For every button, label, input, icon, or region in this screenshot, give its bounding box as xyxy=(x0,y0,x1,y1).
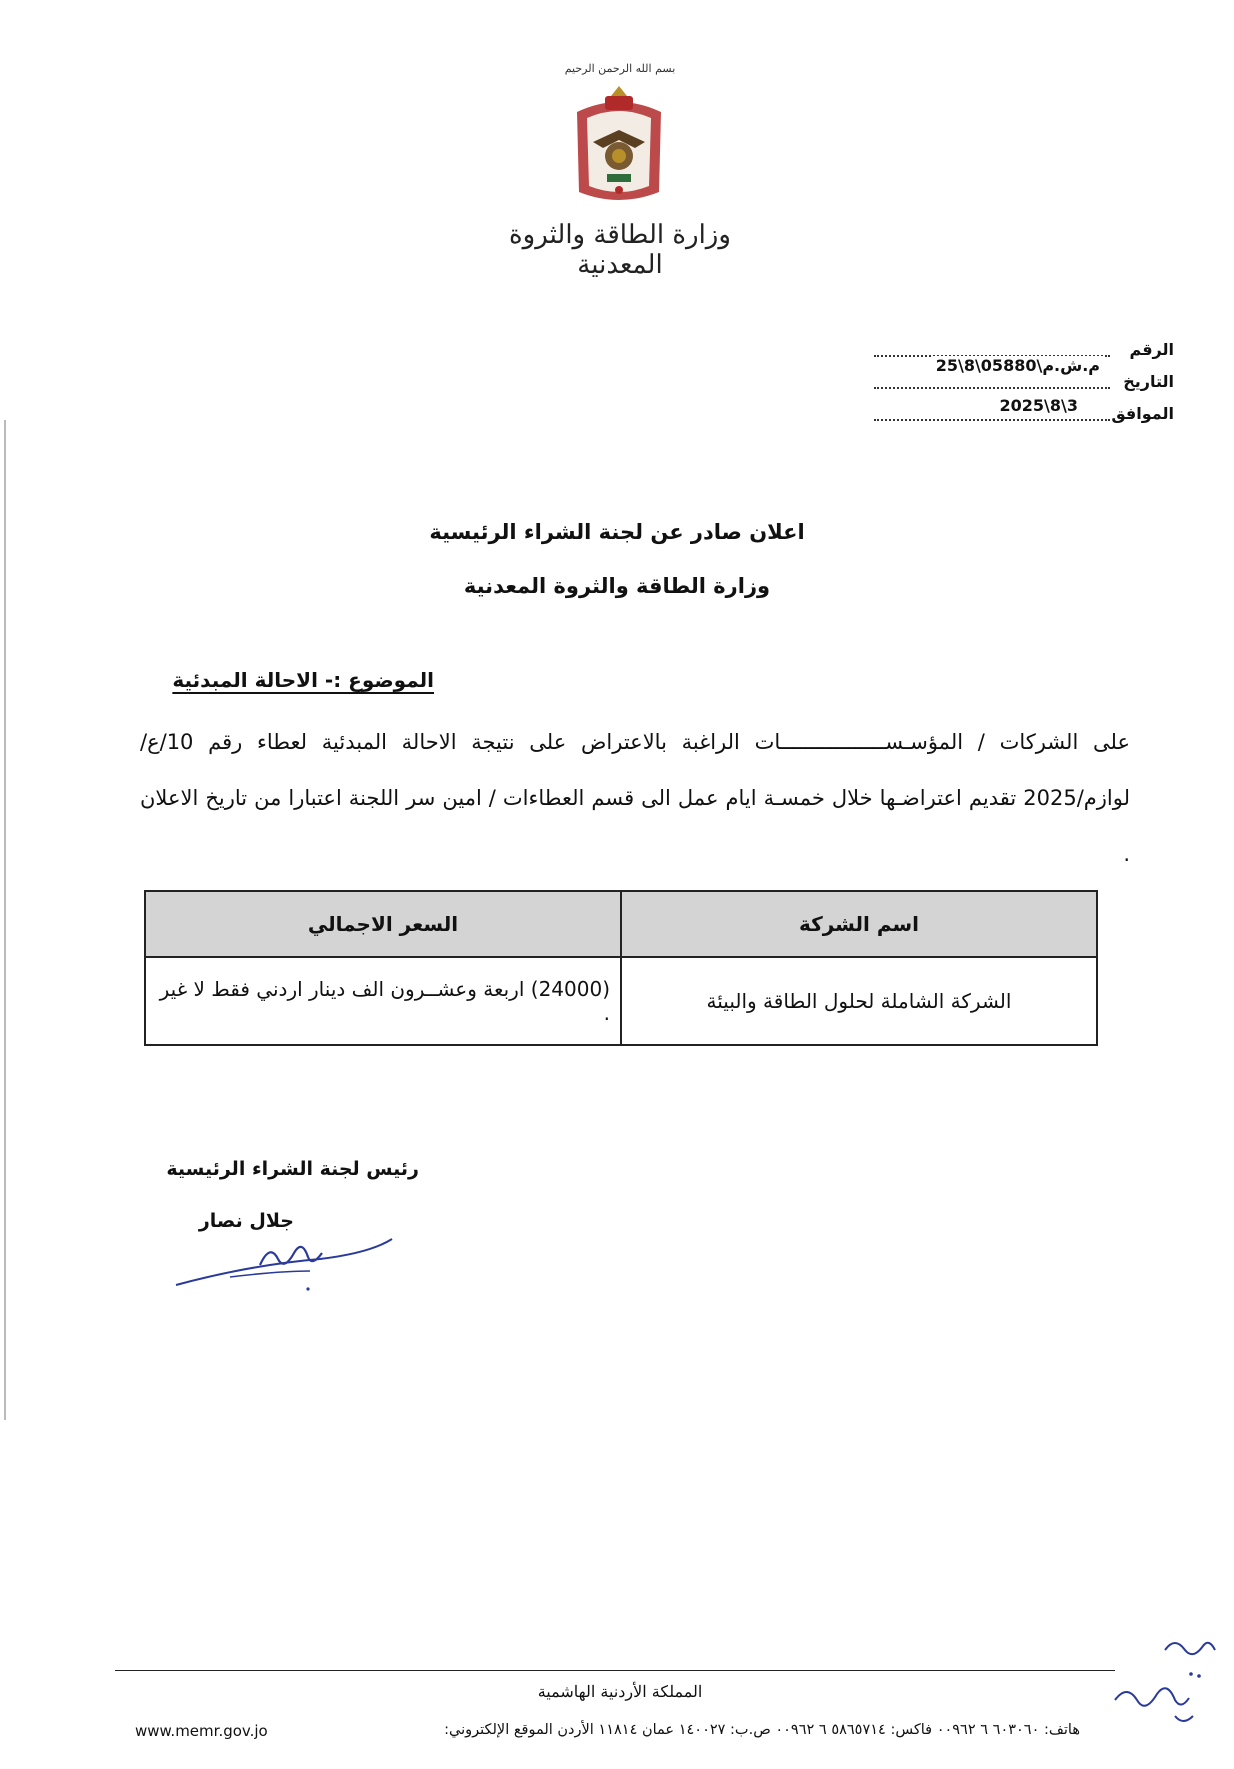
announcement-subtitle: وزارة الطاقة والثروة المعدنية xyxy=(463,574,771,598)
announcement-title: اعلان صادر عن لجنة الشراء الرئيسية xyxy=(429,520,805,544)
subject-line: الموضوع :- الاحالة المبدئية xyxy=(172,668,434,692)
reference-corresponding-value: 2025\8\3 xyxy=(996,396,1082,415)
scan-edge-line xyxy=(4,420,6,1420)
signer-name: جلال نصار xyxy=(198,1210,294,1232)
reference-corresponding-row xyxy=(874,396,1174,434)
reference-number-label: الرقم xyxy=(1129,340,1174,359)
handwritten-note-icon xyxy=(1075,1630,1234,1740)
column-header-price: السعر الاجمالي xyxy=(145,891,621,957)
footer-divider xyxy=(115,1670,1115,1671)
reference-number-value: م.ش.م\05880\8\25 xyxy=(932,356,1104,375)
award-table xyxy=(144,890,1098,1046)
website-link[interactable]: www.memr.gov.jo xyxy=(135,1722,268,1740)
total-price-cell: (24000) اربعة وعشــرون الف دينار اردني فقط لا غير . xyxy=(145,957,621,1045)
reference-date-label: التاريخ xyxy=(1123,372,1174,391)
footer-contact xyxy=(135,1722,1080,1740)
ministry-header: وزارة الطاقة والثروة المعدنية xyxy=(509,220,731,280)
handwritten-signature-icon xyxy=(170,1225,400,1295)
body-paragraph: على الشركات / المؤسـســـــــــــــــــات الراغبة بالاعتراض على نتيجة الاحالة المبدئية لعطاء رقم 10/ع/لوازم/2025 تقديم اعتراضـها خلال خمسـة ايام عمل الى قسم العطاءات / امين سر اللجنة اعتبارا من تاريخ الاعلان . xyxy=(140,730,1130,866)
table-row xyxy=(145,957,1097,1045)
company-name-cell: الشركة الشاملة لحلول الطاقة والبيئة xyxy=(621,957,1097,1045)
column-header-company: اسم الشركة xyxy=(621,891,1097,957)
reference-corresponding-label: الموافق xyxy=(1111,404,1174,423)
bismillah: بسم الله الرحمن الرحيم xyxy=(564,62,676,75)
footer-kingdom: المملكة الأردنية الهاشمية xyxy=(537,1682,703,1701)
signature-title: رئيس لجنة الشراء الرئيسية xyxy=(166,1158,419,1180)
table-header-row xyxy=(145,891,1097,957)
royal-emblem-icon xyxy=(567,82,671,212)
footer-contact-details: هاتف: ٦٠٣٠٦٠ ٦ ٠٠٩٦٢ فاكس: ٥٨٦٥٧١٤ ٦ ٠٠٩٦٢ ص.ب: ١٤٠٠٢٧ عمان ١١٨١٤ الأردن الموقع الإلكتروني: xyxy=(444,1722,1080,1738)
